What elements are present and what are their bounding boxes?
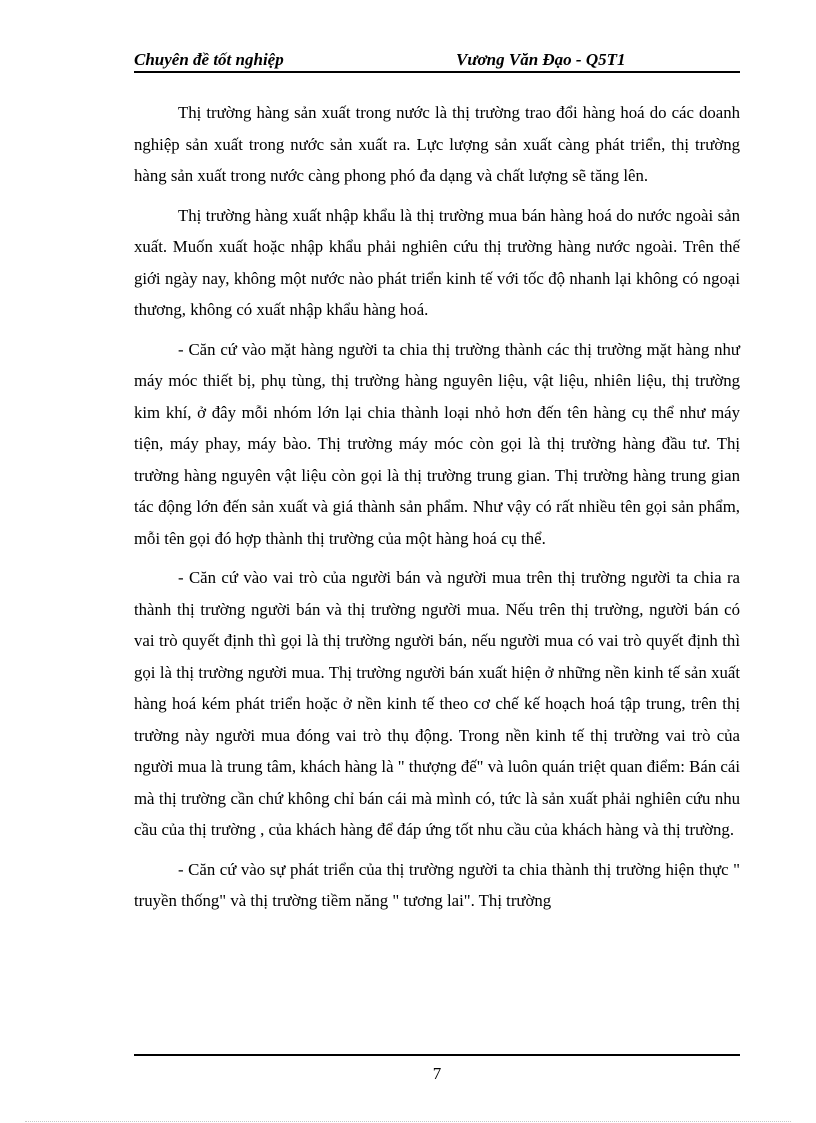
- footer-rule: [134, 1054, 740, 1056]
- header-rule: [134, 71, 740, 73]
- paragraph: Thị trường hàng sản xuất trong nước là thị trường trao đổi hàng hoá do các doanh nghiệp sản xuất trong nước sản xuất ra. Lực lượng sản xuất càng phát triển, thị trường hàng sản xuất trong nước càng phong phó đa dạng và chất lượng sẽ tăng lên.: [134, 103, 740, 185]
- paragraph: - Căn cứ vào mặt hàng người ta chia thị trường thành các thị trường mặt hàng như máy móc thiết bị, phụ tùng, thị trường hàng nguyên liệu, vật liệu, nhiên liệu, thị trường kim khí, ở đây mỗi nhóm lớn lại chia thành loại nhỏ hơn đến tên hàng cụ thể như máy tiện, máy phay, máy bào. Thị trường máy móc còn gọi là thị trường hàng đầu tư. Thị trường hàng nguyên vật liệu còn gọi là thị trường trung gian. Thị trường hàng trung gian tác động lớn đến sản xuất và giá thành sản phẩm. Như vậy có rất nhiều tên gọi sản phẩm, mỗi tên gọi đó hợp thành thị trường của một hàng hoá cụ thể.: [134, 339, 740, 548]
- page-header: [134, 50, 740, 70]
- header-author: Vương Văn Đạo - Q5T1: [456, 50, 626, 69]
- paragraph: - Căn cứ vào vai trò của người bán và người mua trên thị trường người ta chia ra thành thị trường người bán và thị trường người mua. Nếu trên thị trường, người bán có vai trò quyết định thì gọi là thị trường người bán, nếu người mua có vai trò quyết định thì gọi là thị trường người mua. Thị trường người bán xuất hiện ở những nền kinh tế sản xuất hàng hoá kém phát triển hoặc ở nền kinh tế theo cơ chế kế hoạch hoá tập trung, trên thị trường này người mua đóng vai trò thụ động. Trong nền kinh tế thị trường vai trò của người mua là trung tâm, khách hàng là " thượng đế" và luôn quán triệt quan điểm: Bán cái mà thị trường cần chứ không chỉ bán cái mà mình có, tức là sản xuất phải nghiên cứu nhu cầu của thị trường , của khách hàng để đáp ứng tốt nhu cầu của khách hàng và thị trường.: [134, 568, 740, 839]
- page-number: 7: [432, 1064, 442, 1083]
- paragraph: - Căn cứ vào sự phát triển của thị trường người ta chia thành thị trường hiện thực " truyền thống" và thị trường tiềm năng " tương lai". Thị trường: [134, 859, 740, 910]
- header-document-title: Chuyên đề tốt nghiệp: [134, 50, 284, 69]
- body-text: [134, 97, 740, 925]
- page-edge-divider: [25, 1121, 791, 1122]
- paragraph: Thị trường hàng xuất nhập khẩu là thị trường mua bán hàng hoá do nước ngoài sản xuất. Muốn xuất hoặc nhập khẩu phải nghiên cứu thị trường hàng nước ngoài. Trên thế giới ngày nay, không một nước nào phát triển kinh tế với tốc độ nhanh lại không có ngoại thương, không có xuất nhập khẩu hàng hoá.: [134, 205, 740, 319]
